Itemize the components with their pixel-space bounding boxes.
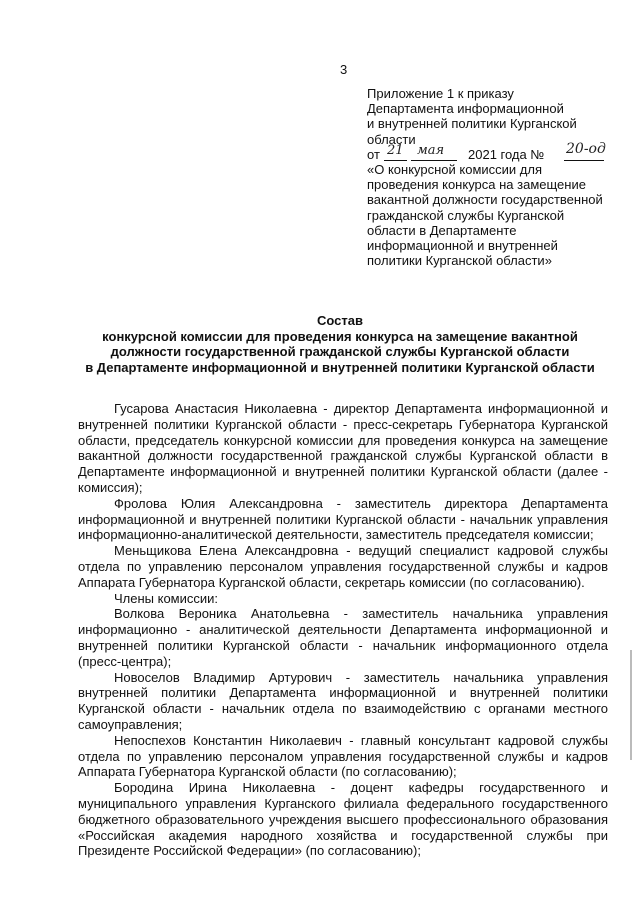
page-number: 3 [340,62,348,77]
handwritten-day: 21 [387,142,404,158]
scan-edge-mark [630,650,632,760]
member-paragraph: Бородина Ирина Николаевна - доцент кафедры государственного и муниципального управления Курганского филиала федерального государственного бюджетного образовательного учреждения высшего профессионального образования «Российская академия народного хозяйства и государственной службы при Президенте Российской Федерации» (по согласованию); [78,780,608,859]
member-paragraph-chair: Гусарова Анастасия Николаевна - директор Департамента информационной и внутренней политики Курганской области - пресс-секретарь Губернатора Курганской области, председатель конкурсной комиссии для проведения конкурса на замещение вакантной должности государственной гражданской службы Курганской области в Департаменте информационной и внутренней политики Курганской области (далее - комиссия); [78,401,608,495]
appendix-subject-line: гражданской службы Курганской [367,207,565,223]
order-date-line [367,140,617,162]
title-heading: Состав [317,313,363,328]
appendix-subject-line: области в Департаменте [367,222,517,238]
appendix-header [367,86,617,268]
appendix-subject-line: «О конкурсной комиссии для [367,162,543,177]
date-prefix: от [367,146,380,162]
member-paragraph-deputy: Фролова Юлия Александровна - заместитель директора Департамента информационной и внутренней политики Курганской области - начальник управления информационно-аналитической деятельности, заместитель председателя комиссии; [78,495,608,543]
commission-members-list [78,401,608,859]
appendix-line: области [367,131,416,147]
member-paragraph: Непоспехов Константин Николаевич - главный консультант кадровой службы отдела по управлению персоналом управления государственной службы и кадров Аппарата Губернатора Курганской области (по согласованию); [78,732,608,780]
date-day-underline [384,160,407,161]
handwritten-month: мая [417,142,445,158]
appendix-subject-line: информационной и внутренней [367,238,558,254]
appendix-subject-line: вакантной должности государственной [367,192,603,208]
members-heading: Члены комиссии: [114,590,219,606]
document-title [60,313,620,375]
appendix-line: Приложение 1 к приказу [367,86,514,101]
member-paragraph: Волкова Вероника Анатольевна - заместитель начальника управления информационно - аналитической деятельности Департамента информационной и внутренней политики Курганской области - начальник информационного отдела (пресс-центра); [78,606,608,669]
title-line: должности государственной гражданской службы Курганской области [110,344,570,359]
title-line: в Департаменте информационной и внутренней политики Курганской области [85,359,595,375]
member-paragraph: Новоселов Владимир Артурович - заместитель начальника управления внутренней политики Департамента информационной и внутренней политики Курганской области - начальник отдела по взаимодействию с органами местного самоуправления; [78,669,608,732]
order-number-underline [564,160,604,161]
member-paragraph-secretary: Меньщикова Елена Александровна - ведущий специалист кадровой службы отдела по управлению персоналом управления государственной службы и кадров Аппарата Губернатора Курганской области, секретарь комиссии (по согласованию). [78,543,608,590]
appendix-line: Департамента информационной [367,101,564,117]
appendix-line: и внутренней политики Курганской [367,116,577,132]
title-line: конкурсной комиссии для проведения конкурса на замещение вакантной [102,328,578,344]
date-year: 2021 года № [468,146,545,162]
appendix-subject-line: проведения конкурса на замещение [367,177,586,193]
handwritten-order-number: 20-од [566,140,606,157]
date-month-underline [411,160,457,161]
appendix-subject-line: политики Курганской области» [367,253,552,269]
